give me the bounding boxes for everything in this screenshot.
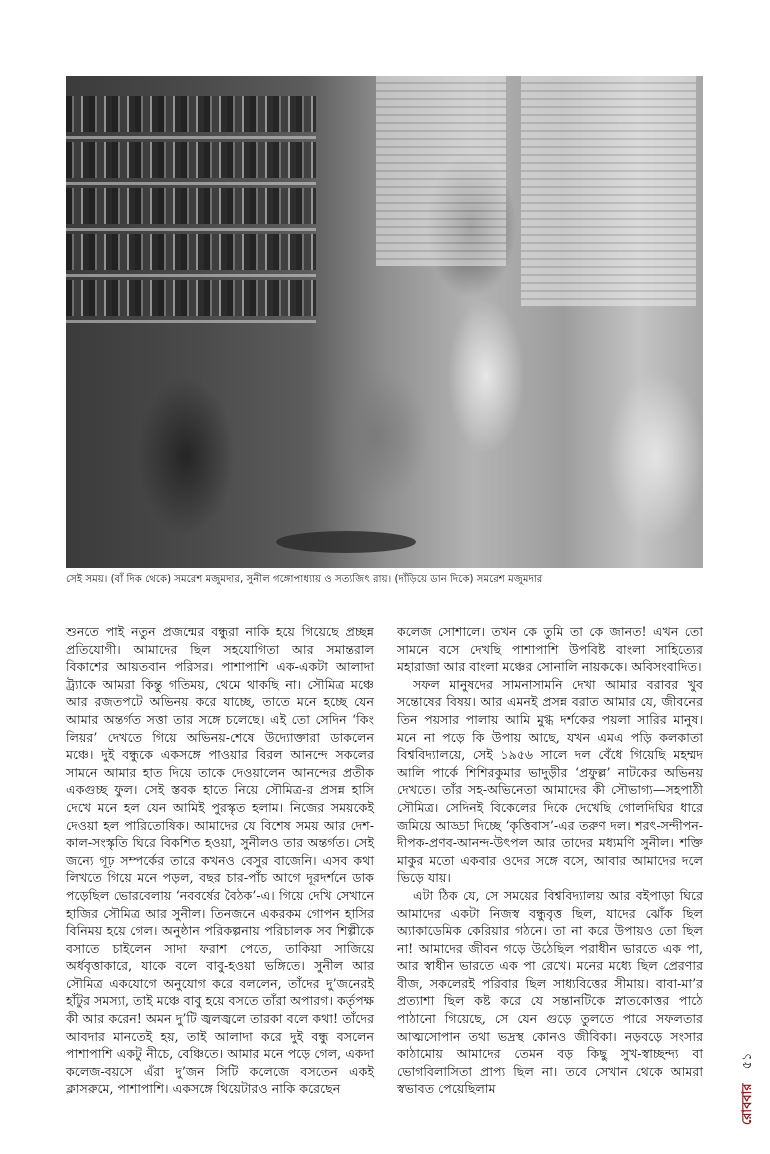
bookshelf-row <box>66 234 316 270</box>
paragraph: কলেজ সোশালে। তখন কে তুমি তা কে জানত! এখন তো সামনে বসে দেখছি পাশাপাশি উপবিষ্ট বাংলা সাহিত্যের মহারাজা আর বাংলা মঞ্চের সোনালি নায়ককে। অবিসংবাদিত। <box>397 624 703 675</box>
bookshelf-row <box>66 142 316 178</box>
paragraph: শুনতে পাই নতুন প্রজন্মের বন্ধুরা নাকি হয়ে গিয়েছে প্রচ্ছন্ন প্রতিযোগী। আমাদের ছিল সহযোগিতা আর সমান্তরাল বিকাশের আয়তবান পরিসর। পাশাপাশি এক-একটা আলাদা ট্র্যাকে আমরা কিন্তু গতিময়, থেমে থাকছি না। সৌমিত্র মঞ্চে আর রজতপটে অভিনয় করে যাচ্ছে, তাতে মনে হচ্ছে যেন আমার অন্তর্গত সত্তা তার সঙ্গে চলেছে। এই তো সেদিন ‘কিং লিয়র’ দেখতে গিয়ে অভিনয়-শেষে উদ্যোক্তারা ডাকলেন মঞ্চে। দুই বন্ধুকে একসঙ্গে পাওয়ার বিরল আনন্দে সকলের সামনে আমার হাত দিয়ে তাকে দেওয়ালেন আনন্দের প্রতীক একগুচ্ছ ফুল। সেই স্তবক হাতে নিয়ে সৌমিত্র-র প্রসন্ন হাসি দেখে মনে হল যেন আমিই পুরস্কৃত হলাম। নিজের সময়কেই দেওয়া হল পারিতোষিক। আমাদের যে বিশেষ সময় আর দেশ-কাল-সংস্কৃতি ঘিরে বিকশিত হওয়া, সুনীলও তার অন্তর্গত। সেই জন্যে গূঢ় সম্পর্কের তারে কখনও বেসুর বাজেনি। এসব কথা লিখতে গিয়ে মনে পড়ল, বছর চার-পাঁচ আগে দূরদর্শনে ডাক পড়েছিল ভোরবেলায় ‘নববর্ষের বৈঠক’-এ। গিয়ে দেখি সেখানে হাজির সৌমিত্র আর সুনীল। তিনজনে একরকম গোপন হাসির বিনিময় হয়ে গেল। অনুষ্ঠান পরিকল্পনায় পরিচালক সব শিল্পীকে বসাতে চাইলেন সাদা ফরাশ পেতে, তাকিয়া সাজিয়ে অর্ধবৃত্তাকারে, যাকে বলে বাবু-হওয়া ভঙ্গিতে। সুনীল আর সৌমিত্র একযোগে অনুযোগ করে বললেন, তাঁদের দু’জনেরই হাঁটুর সমস্যা, তাই মঞ্চে বাবু হয়ে বসতে তাঁরা অপারগ। কর্তৃপক্ষ কী আর করেন! অমন দু’টি জ্বলজ্বলে তারকা বলে কথা! তাঁদের আবদার মানতেই হয়, তাই আলাদা করে দুই বন্ধু বসলেন পাশাপাশি একটু নীচে, বেঞ্চিতে। আমার মনে পড়ে গেল, একদা কলেজ-বয়সে এঁরা দু’জন সিটি কলেজে বসতেন একই ক্লাসরুমে, পাশাপাশি। একসঙ্গে থিয়েটারও নাকি করেছেন <box>66 624 374 1097</box>
paragraph: সফল মানুষদের সামনাসামনি দেখা আমার বরাবর খুব সন্তোষের বিষয়। আর এমনই প্রসন্ন বরাত আমার যে, জীবনের তিন পয়সার পালায় আমি মুগ্ধ দর্শকের পয়লা সারির মানুষ। মনে না পড়ে কি উপায় আছে, যখন এমএ পড়ি কলকাতা বিশ্ববিদ্যালয়ে, সেই ১৯৫৬ সালে দল বেঁধে গিয়েছি মহম্মদ আলি পার্কে শিশিরকুমার ভাদুড়ীর ‘প্রফুল্ল’ নাটকের অভিনয় দেখতে। তাঁর সহ-অভিনেতা আমাদের কী সৌভাগ্য—সহপাঠী সৌমিত্র। সেদিনই বিকেলের দিকে দেখেছি গোলদিঘির ধারে জমিয়ে আড্ডা দিচ্ছে ‘কৃত্তিবাস’-এর তরুণ দল। শরৎ-সন্দীপন-দীপক-প্রণব-আনন্দ-উৎপল আর তাদের মধ্যমণি সুনীল। শক্তি মাকুর মতো একবার ওদের সঙ্গে বসে, আবার আমাদের দলে ভিড়ে যায়। <box>397 676 703 886</box>
bookshelf-row <box>66 188 316 224</box>
paragraph: এটা ঠিক যে, সে সময়ের বিশ্ববিদ্যালয় আর বইপাড়া ঘিরে আমাদের একটা নিজস্ব বন্ধুবৃত্ত ছিল, যাদের ঝোঁক ছিল অ্যাকাডেমিক কেরিয়ার গঠনে। তা না করে উপায়ও তো ছিল না! আমাদের জীবন গড়ে উঠেছিল পরাধীন ভারতে এক পা, আর স্বাধীন ভারতে এক পা রেখে। মনের মধ্যে ছিল প্রেরণার বীজ, সকলেরই পরিবার ছিল সাধ্যবিত্তের সীমায়। বাবা-মা’র প্রত্যাশা ছিল কষ্ট করে যে সন্তানটিকে স্নাতকোত্তর পাঠে পাঠানো গিয়েছে, সে যেন গুড়ে তুলতে পারে সফলতার আত্মসোপান তথা ভদ্রস্থ কোনও জীবিকা। নড়বড়ে সংসার কাঠামোয় আমাদের তেমন বড় কিছু সুখ-স্বাচ্ছন্দ্য বা ভোগবিলাসিতা প্রাপ্য ছিল না। তবে সেখান থেকে আমরা স্বভাবত পেয়েছিলাম <box>397 887 703 1097</box>
window-shutter <box>521 76 696 306</box>
page-number: ৫১ <box>740 1052 755 1070</box>
article-column-right <box>397 623 703 1098</box>
shelf-divider <box>66 228 316 231</box>
article-photo <box>66 76 703 568</box>
page-footer-vertical <box>738 985 762 1135</box>
shelf-divider <box>66 274 316 277</box>
article-column-left <box>66 623 374 1098</box>
shelf-divider <box>66 136 316 139</box>
bookshelf-row <box>66 96 316 132</box>
round-table <box>276 531 416 553</box>
photo-caption: সেই সময়। (বাঁ দিক থেকে) সমরেশ মজুমদার, সুনীল গঙ্গোপাধ্যায় ও সত্যজিৎ রায়। (দাঁড়িয়ে ডান দিকে) সমরেশ মজুমদার <box>66 574 543 585</box>
magazine-name: রোববার <box>740 1083 755 1125</box>
shelf-divider <box>66 320 316 323</box>
bookshelf-row <box>66 280 316 316</box>
window-shutter <box>376 76 506 266</box>
shelf-divider <box>66 182 316 185</box>
